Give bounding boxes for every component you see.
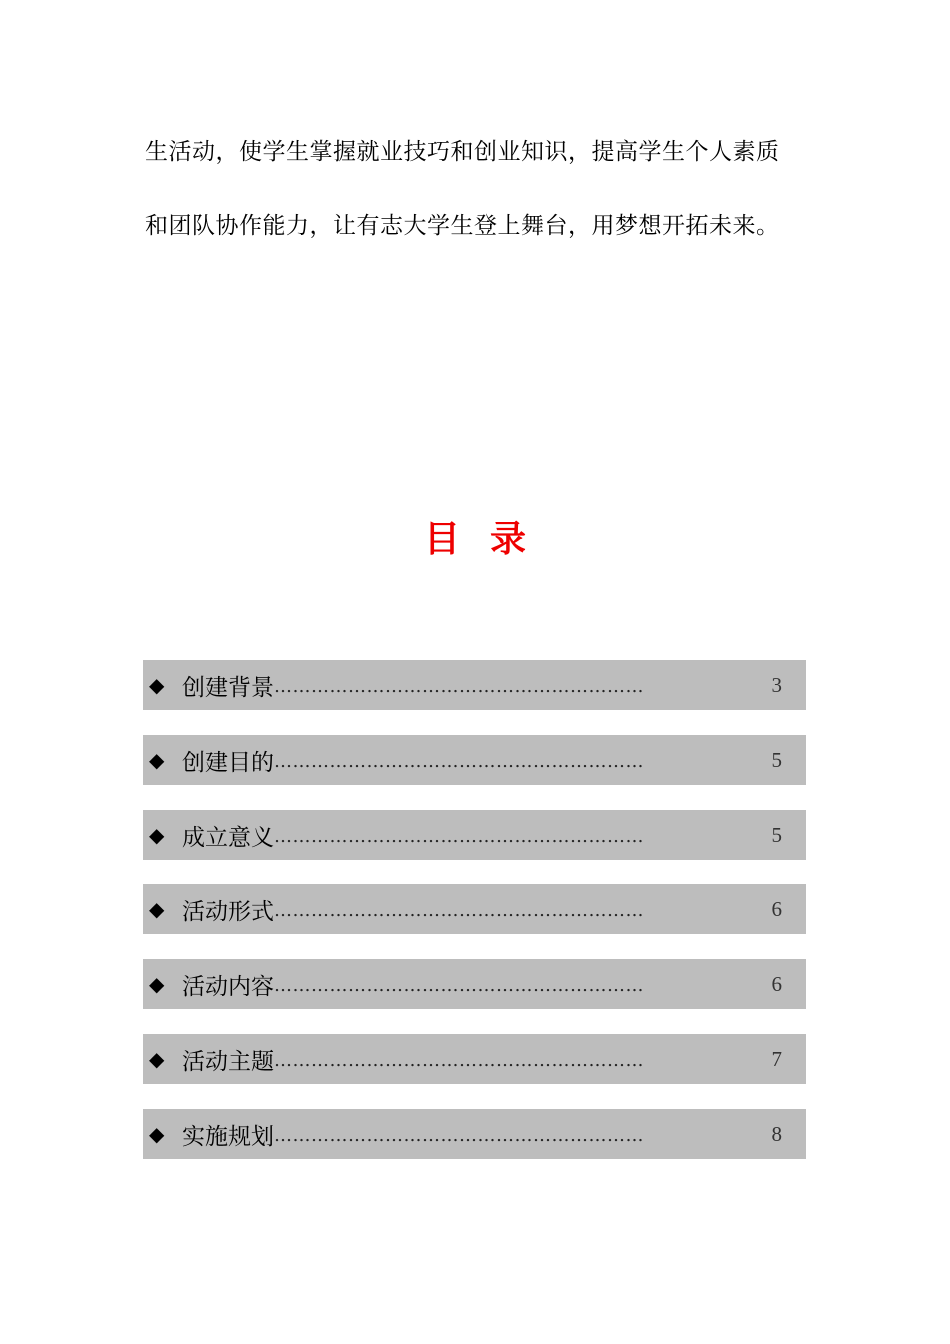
- diamond-bullet-icon: ◆: [149, 1122, 165, 1146]
- toc-page-number: 3: [771, 672, 782, 697]
- toc-dot-leader: ……………………………………………………: [274, 1049, 644, 1071]
- toc-page-number: 5: [771, 747, 782, 772]
- toc-page-number: 6: [771, 896, 782, 921]
- toc-entry-label: 创建目的: [182, 749, 274, 776]
- toc-entry-label: 活动内容: [182, 973, 274, 1000]
- toc-entry[interactable]: [143, 735, 806, 785]
- diamond-bullet-icon: ◆: [149, 823, 165, 847]
- toc-dot-leader: ……………………………………………………: [274, 750, 644, 772]
- toc-entry[interactable]: [143, 810, 806, 860]
- toc-entry[interactable]: [143, 660, 806, 710]
- toc-dot-leader: ……………………………………………………: [274, 675, 644, 697]
- toc-entry[interactable]: [143, 959, 806, 1009]
- toc-entry-label: 成立意义: [182, 824, 274, 851]
- body-text-line: 生活动，使学生掌握就业技巧和创业知识，提高学生个人素质: [145, 139, 780, 165]
- toc-page-number: 7: [771, 1046, 782, 1071]
- toc-page-number: 8: [771, 1121, 782, 1146]
- toc-page-number: 5: [771, 822, 782, 847]
- diamond-bullet-icon: ◆: [149, 972, 165, 996]
- toc-dot-leader: ……………………………………………………: [274, 899, 644, 921]
- diamond-bullet-icon: ◆: [149, 673, 165, 697]
- diamond-bullet-icon: ◆: [149, 897, 165, 921]
- diamond-bullet-icon: ◆: [149, 748, 165, 772]
- toc-entry[interactable]: [143, 1034, 806, 1084]
- toc-entry-label: 活动形式: [182, 898, 274, 925]
- toc-entry-label: 实施规划: [182, 1123, 274, 1150]
- toc-entry-label: 创建背景: [182, 674, 274, 701]
- diamond-bullet-icon: ◆: [149, 1047, 165, 1071]
- toc-dot-leader: ……………………………………………………: [274, 825, 644, 847]
- toc-title: 目录: [423, 519, 556, 560]
- toc-entry[interactable]: [143, 884, 806, 934]
- toc-dot-leader: ……………………………………………………: [274, 1124, 644, 1146]
- body-text-line: 和团队协作能力，让有志大学生登上舞台，用梦想开拓未来。: [145, 213, 780, 239]
- toc-entry[interactable]: [143, 1109, 806, 1159]
- toc-page-number: 6: [771, 971, 782, 996]
- toc-dot-leader: ……………………………………………………: [274, 974, 644, 996]
- toc-entry-label: 活动主题: [182, 1048, 274, 1075]
